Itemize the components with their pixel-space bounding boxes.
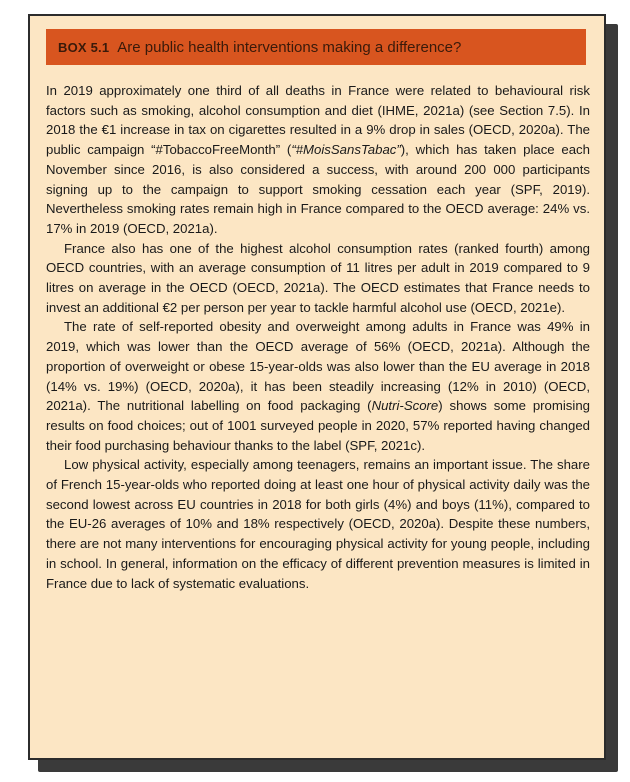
paragraph: France also has one of the highest alcohol consumption rates (ranked fourth) among OECD countries, with an average consumption of 11 litres per adult in 2019 compared to 9 litres on average in the OECD (OECD, 2021a). The OECD estimates that France needs to invest an additional €2 per person per year to tackle harmful alcohol use (OECD, 2021e). — [46, 240, 590, 315]
box-label: BOX 5.1 — [58, 39, 110, 55]
paragraph: The rate of self-reported obesity and overweight among adults in France was 49% in 2019, which was lower than the OECD average of 56% (OECD, 2021a). Although the proportion of overweight or obese 15-year-olds was also lower than the EU average in 2018 (14% vs. 19%) (OECD, 2020a), it has been steadily increasing (12% in 2010) (OECD, 2021a). The nutritional labelling on food packaging (Nutri-Score) shows some promising results on food choices; out of 1001 surveyed people in 2020, 57% reported having changed their food purchasing behaviour thanks to the label (SPF, 2021c). — [46, 319, 590, 453]
paragraph: In 2019 approximately one third of all deaths in France were related to behavioural risk factors such as smoking, alcohol consumption and diet (IHME, 2021a) (see Section 7.5). In 2018 the €1 increase in tax on cigarettes resulted in a 9% drop in sales (OECD, 2020a). The public campaign “#TobaccoFreeMonth” (“#MoisSansTabac”), which has taken place each November since 2016, is also considered a success, with around 200 000 participants signing up to the campaign to support smoking cessation each year (SPF, 2019). Nevertheless smoking rates remain high in France compared to the OECD average: 24% vs. 17% in 2019 (OECD, 2021a). — [46, 83, 590, 236]
text-box — [28, 14, 606, 760]
box-title-bar — [46, 29, 586, 65]
box-title: Are public health interventions making a difference? — [117, 38, 462, 56]
box-body — [46, 81, 590, 593]
paragraph: Low physical activity, especially among teenagers, remains an important issue. The share of French 15-year-olds who reported doing at least one hour of physical activity daily was the second lowest across EU countries in 2018 for both girls (4%) and boys (11%), compared to the EU-26 averages of 10% and 18% respectively (OECD, 2020a). Despite these numbers, there are not many interventions for encouraging physical activity for young people, including in school. In general, information on the efficacy of different prevention measures is limited in France due to lack of systematic evaluations. — [46, 457, 590, 591]
